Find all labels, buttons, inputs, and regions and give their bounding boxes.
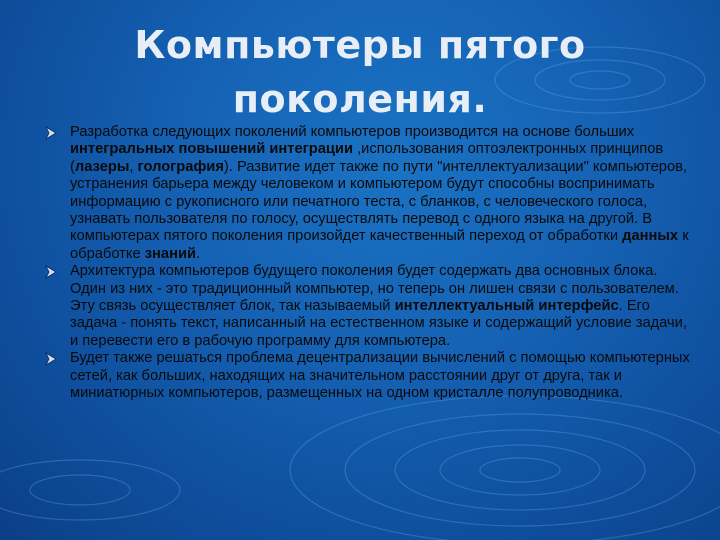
bullet-bold-term: голография: [137, 158, 224, 175]
bullet-item: [44, 263, 694, 350]
bullet-item: [44, 350, 694, 402]
bullet-bold-term: знаний: [144, 245, 197, 262]
bullet-text-segment: Разработка следующих поколений компьютеров производится на основе больших: [70, 124, 635, 140]
bullet-list: [44, 124, 694, 403]
bullet-text-segment: .: [196, 245, 201, 262]
arrowhead-bullet-icon: [44, 351, 58, 367]
bullet-text-segment: Будет также решаться проблема децентрализации вычислений с помощью компьютерных сетей, как больших, находящих на значительном расстоянии друг от друга, так и миниатюрных компьютеров, размещенных на одном кристалле полупроводника.: [70, 350, 690, 402]
bullet-text: [70, 124, 689, 262]
bullet-bold-term: данных: [622, 228, 679, 245]
slide-title: [0, 18, 720, 126]
arrowhead-bullet-icon: [44, 264, 58, 280]
bullet-bold-term: лазеры: [74, 158, 130, 175]
bullet-text-segment: Архитектура компьютеров будущего поколения будет содержать два основных блока. Один из них - это традиционный компьютер, но теперь он лишен связи с пользователем. Эту связь осуществляет блок, так называемый: [70, 263, 679, 315]
slide-title-line-1: Компьютеры пятого: [134, 23, 586, 67]
bullet-text-segment: ,использования оптоэлектронных принципов (: [70, 141, 664, 175]
bullet-text-segment: к обработке: [70, 228, 689, 262]
bullet-item: [44, 124, 694, 263]
slide-title-line-2: поколения.: [232, 77, 488, 121]
bullet-bold-term: интеллектуальный интерфейс: [394, 298, 619, 315]
bullet-text-segment: . Его задача - понять текст, написанный на естественном языке и содержащий условие задачи, и перевести его в рабочую программу для компьютера.: [70, 298, 687, 349]
bullet-text: [70, 350, 690, 401]
bullet-text-segment: ,: [129, 158, 138, 175]
bullet-bold-term: интегральных повышений интеграции: [70, 141, 353, 158]
bullet-text: [70, 263, 687, 349]
arrowhead-bullet-icon: [44, 125, 58, 141]
bullet-text-segment: ). Развитие идет также по пути "интеллектуализации" компьютеров, устранения барьера между человеком и компьютером будут способны воспринимать информацию с рукописного или печатного теста, с бланков, с человеческого голоса, узнавать пользователя по голосу, осуществлять перевод с одного языка на другой. В компьютерах пятого поколения произойдет качественный переход от обработки: [70, 158, 688, 245]
